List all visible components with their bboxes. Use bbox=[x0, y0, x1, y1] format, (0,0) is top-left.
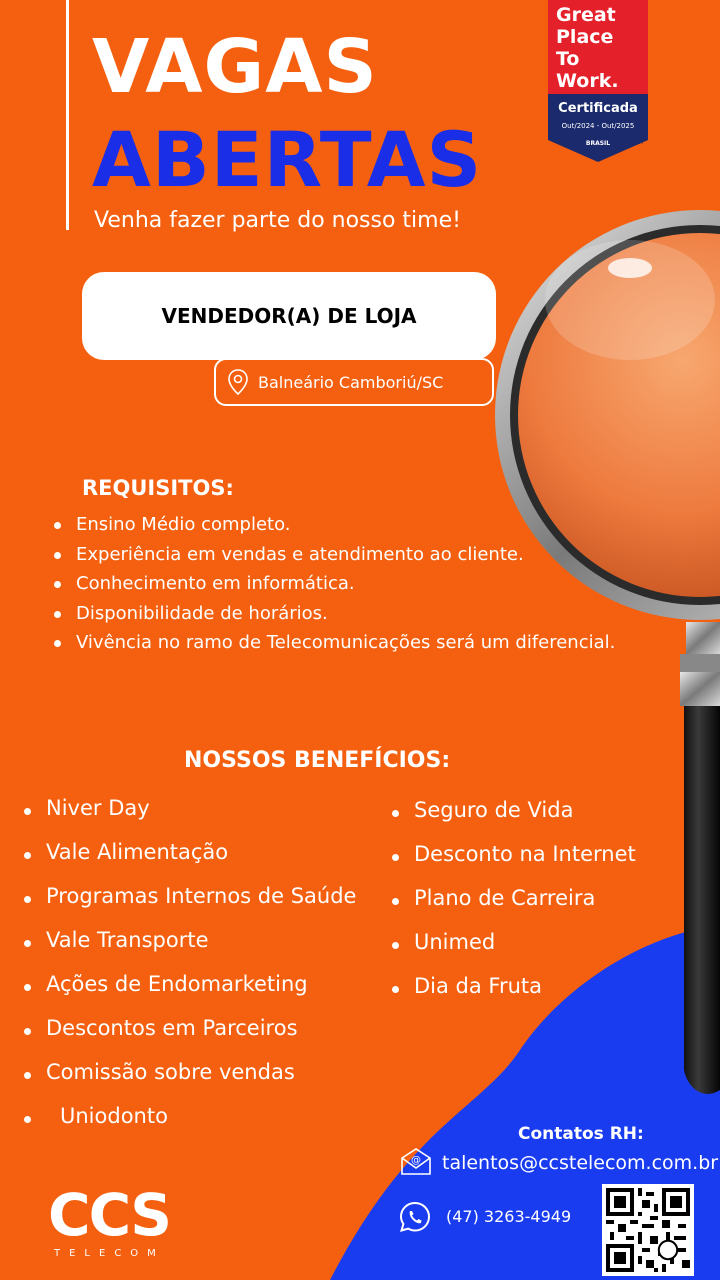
ccs-telecom-logo bbox=[48, 1181, 170, 1259]
svg-text:@: @ bbox=[411, 1155, 421, 1166]
contacts-title: Contatos RH: bbox=[518, 1124, 644, 1144]
title-vagas: VAGAS bbox=[92, 24, 378, 110]
benefits-list-left bbox=[20, 796, 356, 1148]
gptw-country: BRASIL bbox=[585, 140, 611, 147]
job-title-card bbox=[82, 272, 496, 360]
gptw-tm: TM bbox=[636, 140, 644, 146]
whatsapp-icon bbox=[398, 1200, 432, 1234]
list-item: Plano de Carreira bbox=[388, 886, 636, 930]
email-icon bbox=[400, 1146, 432, 1176]
list-item: Seguro de Vida bbox=[388, 798, 636, 842]
list-item: Desconto na Internet bbox=[388, 842, 636, 886]
job-title: VENDEDOR(A) DE LOJA bbox=[161, 304, 417, 328]
benefits-list-right bbox=[388, 798, 636, 1018]
list-item: Experiência em vendas e atendimento ao cliente. bbox=[50, 540, 715, 570]
list-item: Ações de Endomarketing bbox=[20, 972, 356, 1016]
gptw-label: Certificada bbox=[558, 101, 638, 116]
location-text: Balneário Camboriú/SC bbox=[258, 372, 444, 392]
gptw-line2: Place bbox=[556, 26, 614, 48]
list-item: Vivência no ramo de Telecomunicações será um diferencial. bbox=[50, 628, 715, 658]
list-item: Descontos em Parceiros bbox=[20, 1016, 356, 1060]
email-link[interactable]: talentos@ccstelecom.com.br bbox=[442, 1152, 719, 1174]
qr-code[interactable] bbox=[602, 1184, 694, 1276]
location-pin-icon bbox=[228, 369, 248, 395]
logo-name: CCS bbox=[48, 1181, 170, 1249]
list-item: Niver Day bbox=[20, 796, 356, 840]
gptw-period: Out/2024 - Out/2025 bbox=[561, 122, 635, 130]
list-item: Dia da Fruta bbox=[388, 974, 636, 1018]
location-tag bbox=[214, 358, 494, 406]
requirements-title: REQUISITOS: bbox=[82, 476, 234, 500]
list-item: Conhecimento em informática. bbox=[50, 569, 715, 599]
list-item: Vale Transporte bbox=[20, 928, 356, 972]
subtitle: Venha fazer parte do nosso time! bbox=[94, 208, 461, 233]
list-item: Uniodonto bbox=[20, 1104, 356, 1148]
phone-link[interactable]: (47) 3263-4949 bbox=[446, 1207, 572, 1226]
list-item: Unimed bbox=[388, 930, 636, 974]
title-abertas: ABERTAS bbox=[92, 115, 483, 204]
gptw-certification-badge bbox=[548, 0, 648, 162]
list-item: Programas Internos de Saúde bbox=[20, 884, 356, 928]
requirements-list bbox=[50, 510, 715, 658]
list-item: Ensino Médio completo. bbox=[50, 510, 715, 540]
gptw-line1: Great bbox=[556, 4, 616, 26]
benefits-title: NOSSOS BENEFÍCIOS: bbox=[184, 748, 451, 773]
list-item: Disponibilidade de horários. bbox=[50, 599, 715, 629]
title-divider-line bbox=[66, 0, 69, 230]
gptw-line4: Work. bbox=[556, 70, 619, 92]
list-item: Comissão sobre vendas bbox=[20, 1060, 356, 1104]
logo-sub: TELECOM bbox=[54, 1248, 165, 1259]
gptw-line3: To bbox=[556, 48, 580, 70]
list-item: Vale Alimentação bbox=[20, 840, 356, 884]
